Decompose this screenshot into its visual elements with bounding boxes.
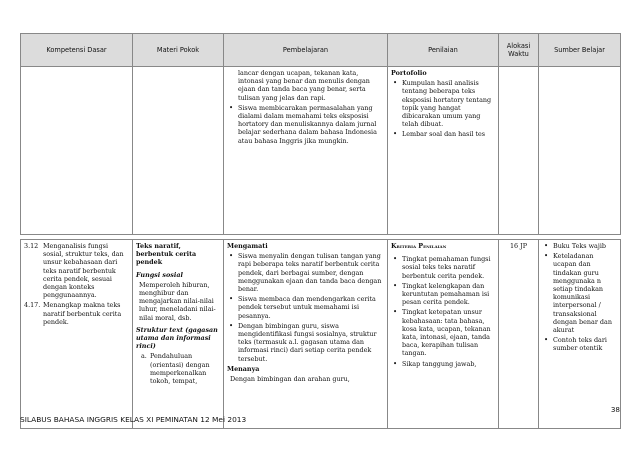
struktur-item-a bbox=[136, 352, 220, 385]
pembelajaran-list bbox=[227, 104, 384, 145]
pembelajaran-continued-text: lancar dengan ucapan, tekanan kata, intonasi yang benar dan menulis dengan ejaan dan tanda baca yang benar, serta tulisan yang jelas dan rapi. bbox=[238, 69, 370, 102]
cell-sumber bbox=[539, 240, 621, 429]
cell-materi-empty bbox=[133, 67, 224, 235]
kriteria-bullet-3: • Tingkat ketepatan unsur kebahasaan: tata bahasa, kosa kata, ucapan, tekanan kata, intonasi, ejaan, tanda baca, kerapihan tulisan tangan. bbox=[391, 308, 495, 357]
kriteria-penilaian-title: Kriteria Penilaian bbox=[391, 242, 447, 250]
cell-pembelajaran bbox=[224, 67, 388, 235]
cell-penilaian bbox=[388, 240, 499, 429]
header-penilaian: Penilaian bbox=[388, 34, 499, 67]
portofolio-bullet-1: • Kumpulan hasil analisis tentang beberapa teks eksposisi hortatory tentang topik yang hangat dibicarakan umum yang telah dibuat. bbox=[391, 79, 495, 128]
cell-alokasi-empty bbox=[499, 67, 539, 235]
mengamati-bullet-2: • Siswa membaca dan mendengarkan cerita pendek tersebut untuk memahami isi pesannya. bbox=[227, 295, 384, 320]
document-footer: SILABUS BAHASA INGGRIS KELAS XI PEMINATAN 12 Mei 2013 bbox=[20, 415, 247, 424]
cell-kompetensi-empty bbox=[21, 67, 133, 235]
menanya-text: Dengan bimbingan dan arahan guru, bbox=[230, 375, 350, 384]
cell-kompetensi bbox=[21, 240, 133, 429]
header-sumber-belajar: Sumber Belajar bbox=[539, 34, 621, 67]
mengamati-title: Mengamati bbox=[227, 242, 268, 250]
sumber-bullet-1: • Buku Teks wajib bbox=[542, 242, 617, 250]
page-number: 38 bbox=[610, 405, 620, 414]
table-row bbox=[21, 240, 621, 429]
struktur-item-letter: a. bbox=[141, 352, 147, 361]
cell-materi bbox=[133, 240, 224, 429]
cell-pembelajaran bbox=[224, 240, 388, 429]
menanya-title: Menanya bbox=[227, 364, 260, 373]
kd-item-1 bbox=[24, 242, 129, 299]
materi-title: Teks naratif, berbentuk cerita pendek bbox=[136, 242, 197, 267]
header-kompetensi-dasar: Kompetensi Dasar bbox=[21, 34, 133, 67]
kriteria-list bbox=[391, 255, 495, 368]
kd-number: 3.12 bbox=[24, 242, 39, 250]
mengamati-list bbox=[227, 252, 384, 363]
mengamati-bullet-1: • Siswa menyalin dengan tulisan tangan yang rapi beberapa teks naratif berbentuk cerita pendek, dari berbagai sumber, dengan menggunakan ejaan dan tanda baca dengan benar. bbox=[227, 252, 384, 293]
header-materi-pokok: Materi Pokok bbox=[133, 34, 224, 67]
sumber-bullet-2: • Keteladanan ucapan dan tindakan guru menggunaka n setiap tindakan komunikasi interpersonal / transaksional dengan benar dan akurat bbox=[542, 252, 617, 334]
kd-text: Menangkap makna teks naratif berbentuk cerita pendek. bbox=[43, 301, 122, 326]
kd-text: Menganalisis fungsi sosial, struktur teks, dan unsur kebahasaan dari teks naratif berbentuk cerita pendek, sesuai dengan konteks penggunaannya. bbox=[43, 242, 124, 300]
kriteria-bullet-2: • Tingkat kelengkapan dan keruntutan pemahaman isi pesan cerita pendek. bbox=[391, 282, 495, 307]
syllabus-table bbox=[20, 33, 621, 429]
struktur-item-text: Pendahuluan (orientasi) dengan memperkenalkan tokoh, tempat, bbox=[150, 352, 210, 386]
kd-number: 4.17. bbox=[24, 301, 41, 310]
kd-item-2 bbox=[24, 301, 129, 326]
pembelajaran-bullet: • Siswa membicarakan permasalahan yang dialami dalam memahami teks eksposisi hortatory dan menuliskannya dalam jurnal belajar sederhana dalam bahasa Indonesia atau bahasa Inggris jika mungkin. bbox=[227, 104, 384, 145]
header-alokasi-line2: Waktu bbox=[508, 50, 529, 58]
fungsi-sosial-title: Fungsi sosial bbox=[136, 270, 183, 279]
header-alokasi-line1: Alokasi bbox=[506, 41, 531, 50]
cell-sumber-empty bbox=[539, 67, 621, 235]
table-row bbox=[21, 67, 621, 235]
portofolio-list bbox=[391, 79, 495, 138]
portofolio-title: Portofolio bbox=[391, 69, 427, 77]
fungsi-sosial-text: Memperoleh hiburan, menghibur dan mengajarkan nilai-nilai luhur, meneladani nilai-nilai moral, dsb. bbox=[139, 280, 216, 322]
cell-penilaian bbox=[388, 67, 499, 235]
sumber-list bbox=[542, 242, 617, 353]
header-alokasi-waktu bbox=[499, 34, 539, 67]
portofolio-bullet-2: • Lembar soal dan hasil tes bbox=[391, 130, 495, 138]
kriteria-bullet-1: • Tingkat pemahaman fungsi sosial teks teks naratif berbentuk cerita pendek. bbox=[391, 255, 495, 280]
mengamati-bullet-3: • Dengan bimbingan guru, siswa mengidentifikasi fungsi sosialnya, struktur teks (termasuk a.l. gagasan utama dan informasi rinci) dari setiap cerita pendek tersebut. bbox=[227, 322, 384, 363]
kriteria-bullet-4: • Sikap tanggung jawab, bbox=[391, 360, 495, 368]
header-row bbox=[21, 34, 621, 67]
header-pembelajaran: Pembelajaran bbox=[224, 34, 388, 67]
struktur-text-title: Struktur text (gagasan utama dan informasi rinci) bbox=[136, 325, 218, 351]
cell-alokasi: 16 JP bbox=[499, 240, 539, 429]
sumber-bullet-3: • Contoh teks dari sumber otentik bbox=[542, 336, 617, 352]
